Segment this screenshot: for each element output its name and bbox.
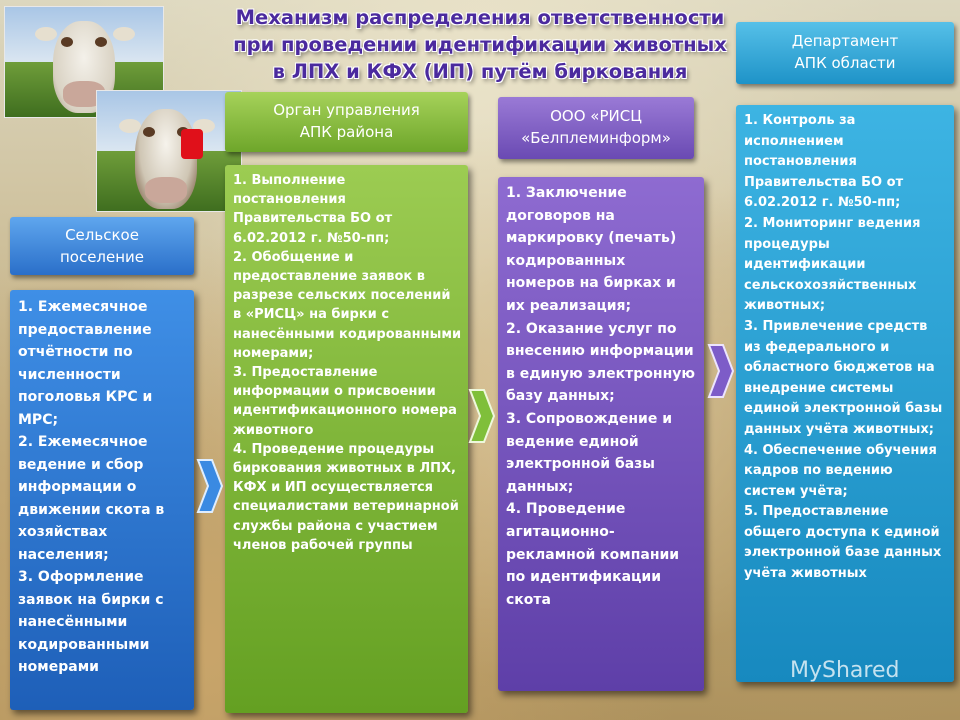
header-line: Департамент: [791, 32, 899, 50]
header-line: АПК области: [794, 54, 896, 72]
header-line: ООО «РИСЦ: [550, 107, 642, 125]
list-item: 1. Заключение договоров на маркировку (печать) кодированных номеров на бирках и их реализация;: [506, 185, 677, 314]
box-district-authority: [225, 165, 468, 713]
list-item: 2. Обобщение и предоставление заявок в разрезе сельских поселений в «РИСЦ» на бирки с нанесёнными кодированными номерами;: [233, 249, 462, 361]
list-item: 1. Контроль за исполнением постановления Правительства БО от 6.02.2012 г. №50-пп;: [744, 113, 904, 211]
box-risc: [498, 177, 704, 691]
list-item: 4. Обеспечение обучения кадров по ведению систем учёта;: [744, 442, 937, 499]
ear-tag-icon: [181, 129, 203, 159]
header-risc: [498, 97, 694, 159]
header-district-authority: [225, 92, 468, 152]
cow-with-ear-tag-photo: [96, 90, 242, 212]
header-rural-settlement: [10, 217, 194, 275]
title-line-2: при проведении идентификации животных: [233, 33, 727, 56]
header-line: Орган управления: [273, 101, 420, 119]
box-rural-settlement: [10, 290, 194, 710]
list-item: 2. Ежемесячное ведение и сбор информации о движении скота в хозяйствах населения;: [18, 434, 165, 563]
list-item: 2. Мониторинг ведения процедуры идентификации сельскохозяйственных животных;: [744, 215, 921, 314]
box-regional-department: [736, 105, 954, 682]
title-line-1: Механизм распределения ответственности: [235, 6, 725, 29]
list-item: 3. Предоставление информации о присвоении идентификационного номера животного: [233, 365, 457, 438]
list-item: 5. Предоставление общего доступа к единой электронной базе данных учёта животных: [744, 504, 942, 582]
page-title: [200, 4, 760, 85]
list-item: 3. Оформление заявок на бирки с нанесёнными кодированными номерами: [18, 569, 164, 675]
title-line-3: в ЛПХ и КФХ (ИП) путём биркования: [272, 60, 688, 83]
list-item: 3. Привлечение средств из федерального и областного бюджетов на внедрение системы единой электронной базы данных учёта животных;: [744, 318, 943, 437]
chevron-right-icon: [707, 343, 735, 399]
header-line: «Белплеминформ»: [521, 129, 671, 147]
list-item: 2. Оказание услуг по внесению информации в единую электронную базу данных;: [506, 320, 696, 405]
list-item: 4. Проведение процедуры биркования животных в ЛПХ, КФХ и ИП осуществляется специалистами ветеринарной службы района с участием членов рабочей группы: [233, 441, 459, 553]
chevron-right-icon: [468, 388, 496, 444]
list-item: 3. Сопровождение и ведение единой электронной базы данных;: [506, 410, 673, 495]
list-item: 4. Проведение агитационно-рекламной компании по идентификации скота: [506, 501, 680, 608]
list-item: 1. Ежемесячное предоставление отчётности по численности поголовья КРС и МРС;: [18, 299, 153, 428]
header-regional-department: [736, 22, 954, 84]
chevron-right-icon: [196, 458, 224, 514]
header-line: поселение: [59, 248, 145, 266]
list-item: 1. Выполнение постановления Правительства БО от 6.02.2012 г. №50-пп;: [233, 173, 393, 246]
header-line: АПК района: [299, 123, 394, 141]
watermark: MyShared: [790, 658, 900, 683]
header-line: Сельское: [65, 226, 139, 244]
